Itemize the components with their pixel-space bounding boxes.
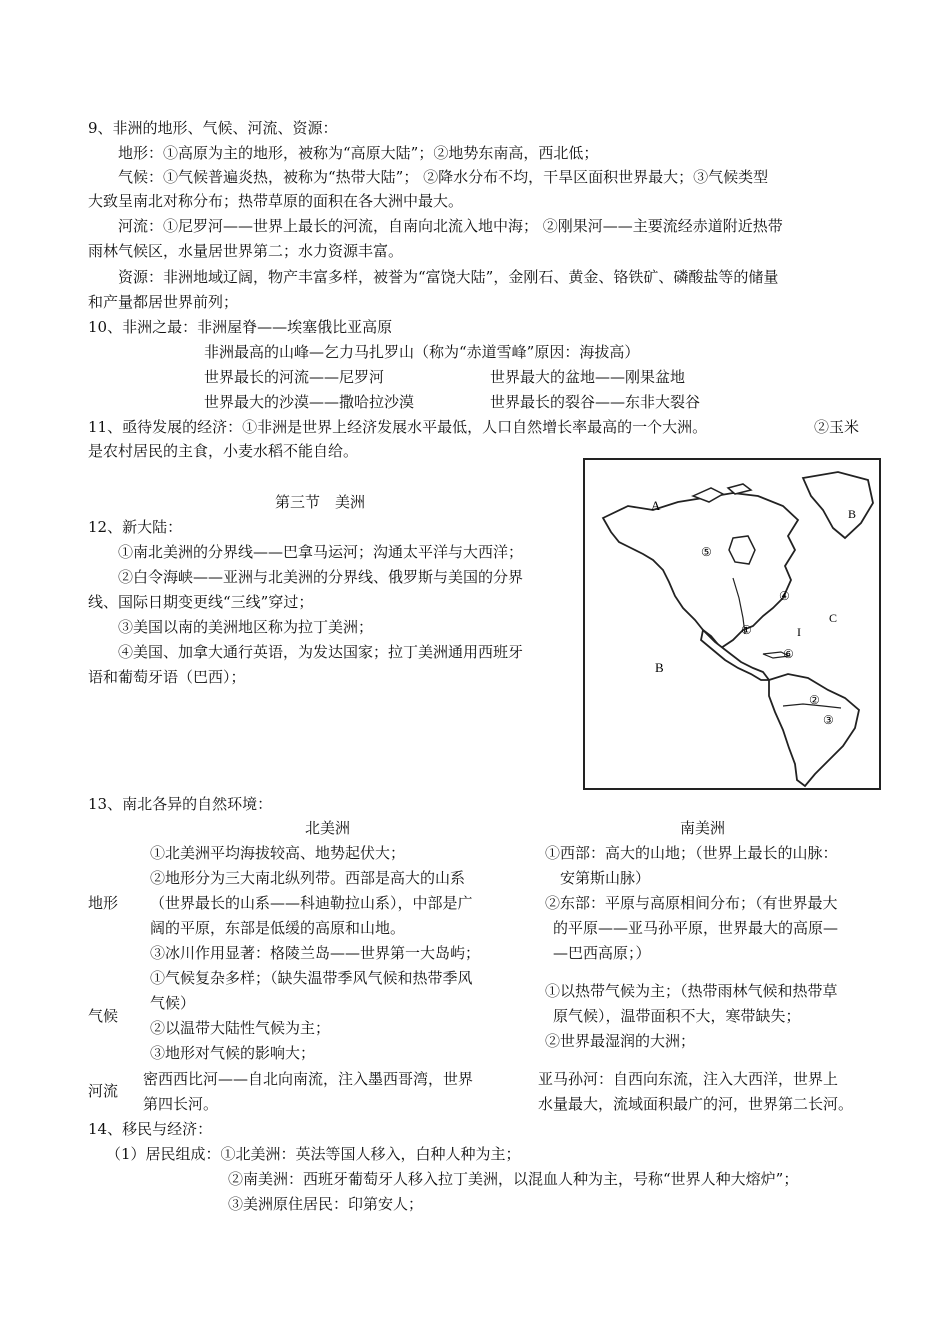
section-11-text: 11、亟待发展的经济：①非洲是世界上经济发展水平最低，人口自然增长率最高的一个大洲。 xyxy=(88,418,708,436)
map-label-4: ④ xyxy=(779,589,790,603)
na-climate-3: ③地形对气候的影响大； xyxy=(150,1044,316,1062)
na-terrain-3: ③冰川作用显著：格陵兰岛——世界第一大岛屿； xyxy=(150,944,481,962)
africa-river-text-cont: 雨林气候区，水量居世界第二；水力资源丰富。 xyxy=(88,242,404,260)
sa-river: 亚马孙河：自西向东流，注入大西洋，世界上 xyxy=(538,1070,839,1088)
americas-map xyxy=(583,458,881,790)
sa-climate-2: ②世界最湿润的大洲； xyxy=(545,1032,696,1050)
new-world-item-1: ①南北美洲的分界线——巴拿马运河；沟通太平洋与大西洋； xyxy=(118,543,524,561)
africa-terrain-text: 地形：①高原为主的地形，被称为“高原大陆”；②地势东南高，西北低； xyxy=(118,144,599,162)
africa-resources-text: 资源：非洲地域辽阔，物产丰富多样，被誉为“富饶大陆”，金刚石、黄金、铬铁矿、磷酸盐等的储量 xyxy=(118,268,779,286)
africa-climate-text-cont: 大致呈南北对称分布；热带草原的面积在各大洲中最大。 xyxy=(88,192,464,210)
section-12-title: 12、新大陆： xyxy=(88,518,183,536)
section-11-text-cont: 是农村居民的主食，小麦水稻不能自给。 xyxy=(88,442,359,460)
na-terrain-2-cont2: 阔的平原，东部是低缓的高原和山地。 xyxy=(150,919,406,937)
na-climate-1: ①气候复杂多样；（缺失温带季风气候和热带季风 xyxy=(150,969,473,987)
section-heading: 第三节 美洲 xyxy=(275,493,366,511)
new-world-item-4: ④美国、加拿大通行英语，为发达国家；拉丁美洲通用西班牙 xyxy=(118,643,524,661)
map-label-1: ① xyxy=(741,623,752,637)
new-world-item-2-cont: 线、国际日期变更线“三线”穿过； xyxy=(88,593,314,611)
section-9-title: 9、非洲的地形、气候、河流、资源： xyxy=(88,119,338,137)
map-label-6: ⑥ xyxy=(783,647,794,661)
na-climate-1-cont: 气候） xyxy=(150,994,196,1012)
map-label-3: ③ xyxy=(823,713,834,727)
na-climate-2: ②以温带大陆性气候为主； xyxy=(150,1019,331,1037)
sa-climate-1-cont: 原气候），温带面积不大，寒带缺失； xyxy=(553,1007,801,1025)
section-10-title: 10、非洲之最：非洲屋脊——埃塞俄比亚高原 xyxy=(88,318,393,336)
na-terrain-1: ①北美洲平均海拔较高、地势起伏大； xyxy=(150,844,406,862)
row-label-climate: 气候 xyxy=(88,1007,119,1025)
residents-line-3: ③美洲原住居民：印第安人； xyxy=(228,1195,424,1213)
row-label-terrain: 地形 xyxy=(88,894,119,912)
row-label-river: 河流 xyxy=(88,1082,119,1100)
map-label-c: C xyxy=(829,611,838,625)
sa-river-cont: 水量最大，流域面积最广的河，世界第二长河。 xyxy=(538,1095,854,1113)
sa-terrain-2-cont: 的平原——亚马孙平原，世界最大的高原— xyxy=(553,919,839,937)
map-label-a: A xyxy=(651,498,661,513)
sa-terrain-1-cont: 安第斯山脉） xyxy=(560,869,651,887)
sa-terrain-2: ②东部：平原与高原相间分布；（有世界最大 xyxy=(545,894,838,912)
new-world-item-2: ②白令海峡——亚洲与北美洲的分界线、俄罗斯与美国的分界 xyxy=(118,568,524,586)
sa-terrain-1: ①西部：高大的山地；（世界上最长的山脉： xyxy=(545,844,838,862)
largest-desert: 世界最大的沙漠——撒哈拉沙漠 xyxy=(204,393,415,411)
map-label-b: B xyxy=(655,660,664,675)
map-label-h: B xyxy=(848,507,857,521)
africa-river-text: 河流：①尼罗河——世界上最长的河流，自南向北流入地中海； ②刚果河——主要流经赤道附近热带 xyxy=(118,217,783,235)
na-terrain-2: ②地形分为三大南北纵列带。西部是高大的山系 xyxy=(150,869,466,887)
map-label-2: ② xyxy=(809,693,820,707)
africa-resources-text-cont: 和产量都居世界前列； xyxy=(88,293,239,311)
map-label-5: ⑤ xyxy=(701,545,712,559)
sa-terrain-2-cont2: —巴西高原；） xyxy=(553,944,651,962)
section-13-title: 13、南北各异的自然环境： xyxy=(88,795,273,813)
na-river-cont: 第四长河。 xyxy=(143,1095,219,1113)
na-river: 密西西比河——自北向南流，注入墨西哥湾，世界 xyxy=(143,1070,474,1088)
section-11-text-b: ②玉米 xyxy=(814,418,860,436)
map-label-i: I xyxy=(797,625,801,639)
largest-basin: 世界最大的盆地——刚果盆地 xyxy=(490,368,686,386)
section-14-title: 14、移民与经济： xyxy=(88,1120,213,1138)
residents-line-1: （1）居民组成：①北美洲：英法等国人移入，白种人种为主； xyxy=(106,1145,521,1163)
new-world-item-4-cont: 语和葡萄牙语（巴西）； xyxy=(88,668,246,686)
na-terrain-2-cont: （世界最长的山系——科迪勒拉山系），中部是广 xyxy=(150,894,473,912)
col-header-south-america: 南美洲 xyxy=(680,819,726,837)
new-world-item-3: ③美国以南的美洲地区称为拉丁美洲； xyxy=(118,618,374,636)
longest-rift: 世界最长的裂谷——东非大裂谷 xyxy=(490,393,701,411)
longest-river: 世界最长的河流——尼罗河 xyxy=(204,368,385,386)
sa-climate-1: ①以热带气候为主；（热带雨林气候和热带草 xyxy=(545,982,838,1000)
africa-climate-text: 气候：①气候普遍炎热，被称为“热带大陆”； ②降水分布不均，干旱区面积世界最大；③气候类型 xyxy=(118,168,769,186)
col-header-north-america: 北美洲 xyxy=(305,819,351,837)
africa-highest-peak: 非洲最高的山峰—乞力马扎罗山（称为“赤道雪峰”原因：海拔高） xyxy=(204,343,640,361)
residents-line-2: ②南美洲：西班牙葡萄牙人移入拉丁美洲，以混血人种为主，号称“世界人种大熔炉”； xyxy=(228,1170,799,1188)
